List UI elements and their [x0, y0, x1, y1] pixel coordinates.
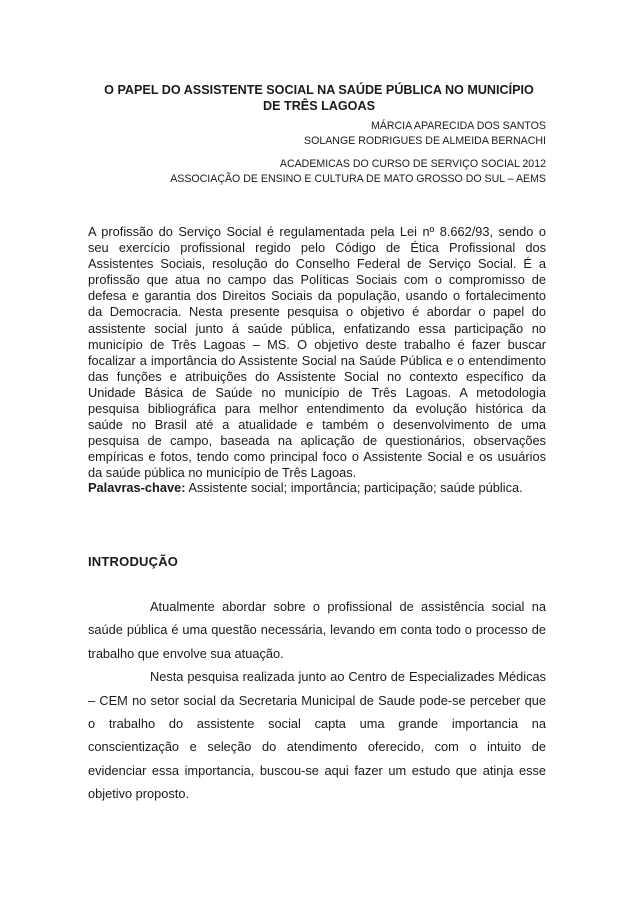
- author-2: SOLANGE RODRIGUES DE ALMEIDA BERNACHI: [304, 135, 546, 147]
- abstract-line: pesquisa bibliográfica para melhor entendimento da evolução histórica da: [88, 401, 546, 417]
- intro-line: objetivo proposto.: [88, 786, 190, 802]
- intro-line: evidenciar essa importancia, buscou-se aqui fazer um estudo que atinja esse: [88, 762, 546, 778]
- intro-line: – CEM no setor social da Secretaria Municipal de Saude pode-se perceber que: [88, 692, 546, 708]
- abstract-line: da saúde pública no município de Três Lagoas.: [88, 465, 357, 481]
- author-1: MÁRCIA APARECIDA DOS SANTOS: [370, 120, 546, 132]
- abstract-line: da Democracia. Nesta presente pesquisa o objetivo é abordar o papel do: [88, 304, 546, 320]
- abstract-line: Unidade Básica de Saúde no município de Três Lagoas. A metodologia: [88, 384, 546, 400]
- affiliation-institution: ASSOCIAÇÃO DE ENSINO E CULTURA DE MATO GROSSO DO SUL – AEMS: [170, 173, 546, 185]
- abstract-line: pesquisa de campo, baseada na aplicação de questionários, observações: [88, 433, 546, 449]
- abstract-line: assistente social junto á saúde pública, enfatizando essa participação no: [88, 320, 546, 336]
- abstract-line: município de Três Lagoas – MS. O objetivo deste trabalho é fazer buscar: [88, 336, 546, 352]
- intro-line: Nesta pesquisa realizada junto ao Centro de Especializades Médicas: [150, 669, 546, 685]
- title-line-1: O PAPEL DO ASSISTENTE SOCIAL NA SAÚDE PÚBLICA NO MUNICÍPIO: [104, 83, 534, 97]
- keywords-text: Assistente social; importância; participação; saúde pública.: [185, 480, 523, 495]
- abstract: [88, 224, 546, 482]
- affiliation-course: ACADEMICAS DO CURSO DE SERVIÇO SOCIAL 2012: [279, 158, 546, 170]
- abstract-line: das funções e atribuições do Assistente Social no contexto específico da: [88, 368, 546, 384]
- abstract-line: A profissão do Serviço Social é regulamentada pela Lei nº 8.662/93, sendo o: [88, 224, 546, 239]
- intro-line: Atualmente abordar sobre o profissional de assistência social na: [150, 599, 546, 614]
- abstract-line: Assistentes Sociais, resolução do Conselho Federal de Serviço Social. É a: [88, 256, 546, 272]
- section-heading: INTRODUÇÃO: [88, 554, 179, 569]
- keywords: [88, 480, 523, 496]
- intro-line: saúde pública é uma questão necessária, levando em conta todo o processo de: [88, 622, 546, 638]
- keywords-label: Palavras-chave:: [88, 480, 186, 495]
- introduction-body: [88, 595, 546, 806]
- abstract-line: saúde no Brasil até a atualidade e também o desenvolvimento de uma: [88, 417, 546, 433]
- document-title: [88, 82, 550, 114]
- intro-line: trabalho que envolve sua atuação.: [88, 645, 284, 661]
- title-line-2: DE TRÊS LAGOAS: [263, 99, 375, 113]
- abstract-line: empíricas e fotos, tendo como principal foco o Assistente Social e os usuários: [88, 449, 546, 465]
- intro-line: conscientização e seleção do atendimento oferecido, com o intuito de: [88, 739, 546, 755]
- abstract-line: defesa e garantia dos Direitos Sociais da população, usando o fortalecimento: [88, 288, 546, 304]
- intro-line: o trabalho do assistente social capta uma grande importancia na: [88, 715, 546, 731]
- abstract-line: seu exercício profissional regido pelo Código de Ética Profissional dos: [88, 240, 546, 256]
- abstract-line: focalizar a importância do Assistente Social na Saúde Pública e o entendimento: [88, 352, 546, 368]
- abstract-line: profissão que atua no campo das Políticas Sociais com o compromisso de: [88, 272, 546, 288]
